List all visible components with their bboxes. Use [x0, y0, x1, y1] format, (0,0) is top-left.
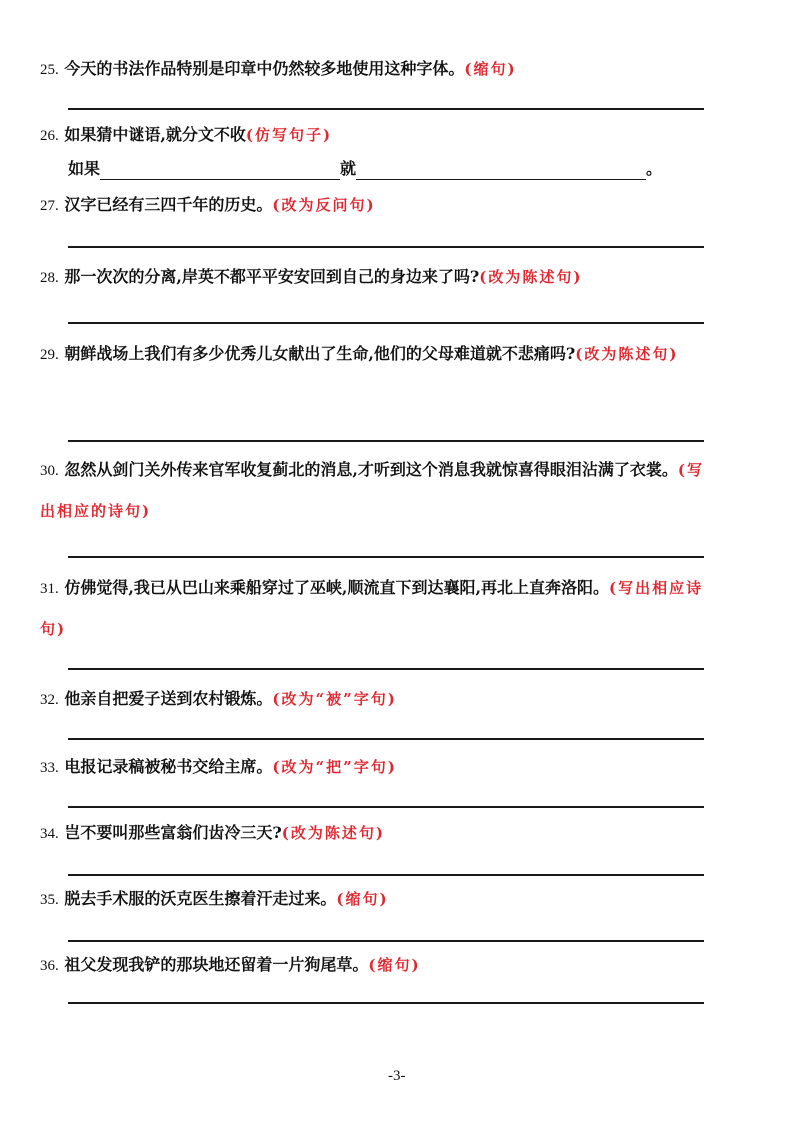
fill-word-1: 如果 — [68, 159, 101, 178]
question-text: 那一次次的分离,岸英不都平平安安回到自己的身边来了吗? — [64, 267, 480, 286]
question-number: 32. — [40, 692, 59, 708]
fill-in-row — [68, 158, 662, 180]
question-27 — [40, 194, 720, 217]
question-instruction: (写出相应的诗句) — [40, 461, 705, 520]
question-instruction: (改为“把”字句) — [272, 758, 397, 776]
question-number: 35. — [40, 892, 59, 908]
question-34 — [40, 822, 720, 845]
question-text: 朝鲜战场上我们有多少优秀儿女献出了生命,他们的父母难道就不悲痛吗? — [64, 344, 576, 363]
question-text: 脱去手术服的沃克医生擦着汗走过来。 — [64, 889, 337, 908]
question-instruction: (缩句) — [368, 956, 421, 974]
question-number: 36. — [40, 958, 59, 974]
question-text: 今天的书法作品特别是印章中仍然较多地使用这种字体。 — [64, 59, 465, 78]
question-instruction: (仿写句子) — [245, 126, 333, 144]
question-text: 岂不要叫那些富翁们齿冷三天? — [64, 823, 282, 842]
answer-line[interactable] — [68, 440, 704, 442]
question-29 — [40, 334, 720, 375]
question-instruction: (改为陈述句) — [479, 268, 583, 286]
answer-line[interactable] — [68, 322, 704, 324]
question-25 — [40, 58, 720, 81]
question-instruction: (改为陈述句) — [575, 345, 679, 363]
question-30 — [40, 450, 720, 531]
question-number: 28. — [40, 270, 59, 286]
answer-line[interactable] — [68, 874, 704, 876]
question-26 — [40, 124, 720, 147]
page-number: -3- — [388, 1068, 406, 1084]
fill-end: 。 — [646, 159, 663, 178]
question-31 — [40, 568, 720, 649]
question-instruction: (缩句) — [464, 60, 517, 78]
question-number: 31. — [40, 581, 59, 597]
question-number: 30. — [40, 463, 59, 479]
question-text: 祖父发现我铲的那块地还留着一片狗尾草。 — [64, 955, 369, 974]
fill-word-2: 就 — [340, 159, 357, 178]
answer-line[interactable] — [68, 1002, 704, 1004]
question-text: 电报记录稿被秘书交给主席。 — [64, 757, 273, 776]
question-32 — [40, 688, 720, 711]
question-28 — [40, 266, 720, 289]
answer-line[interactable] — [68, 940, 704, 942]
question-text: 如果猜中谜语,就分文不收 — [64, 125, 246, 144]
question-text: 忽然从剑门关外传来官军收复蓟北的消息,才听到这个消息我就惊喜得眼泪沾满了衣裳。 — [64, 460, 678, 479]
answer-line[interactable] — [68, 108, 704, 110]
question-instruction: (改为陈述句) — [281, 824, 385, 842]
answer-line[interactable] — [68, 806, 704, 808]
question-number: 33. — [40, 760, 59, 776]
question-instruction: (改为反问句) — [272, 196, 376, 214]
question-33 — [40, 756, 720, 779]
question-instruction: (写出相应诗句) — [40, 579, 704, 638]
answer-line[interactable] — [68, 246, 704, 248]
question-number: 26. — [40, 128, 59, 144]
question-text: 仿佛觉得,我已从巴山来乘船穿过了巫峡,顺流直下到达襄阳,再北上直奔洛阳。 — [64, 578, 610, 597]
answer-line[interactable] — [68, 556, 704, 558]
fill-blank-2[interactable] — [356, 163, 646, 180]
question-instruction: (改为“被”字句) — [272, 690, 397, 708]
question-number: 29. — [40, 347, 59, 363]
question-text: 汉字已经有三四千年的历史。 — [64, 195, 273, 214]
question-instruction: (缩句) — [336, 890, 389, 908]
question-36 — [40, 954, 720, 977]
question-number: 25. — [40, 62, 59, 78]
question-number: 34. — [40, 826, 59, 842]
answer-line[interactable] — [68, 668, 704, 670]
question-35 — [40, 888, 720, 911]
answer-line[interactable] — [68, 738, 704, 740]
question-text: 他亲自把爱子送到农村锻炼。 — [64, 689, 273, 708]
fill-blank-1[interactable] — [100, 163, 340, 180]
question-number: 27. — [40, 198, 59, 214]
